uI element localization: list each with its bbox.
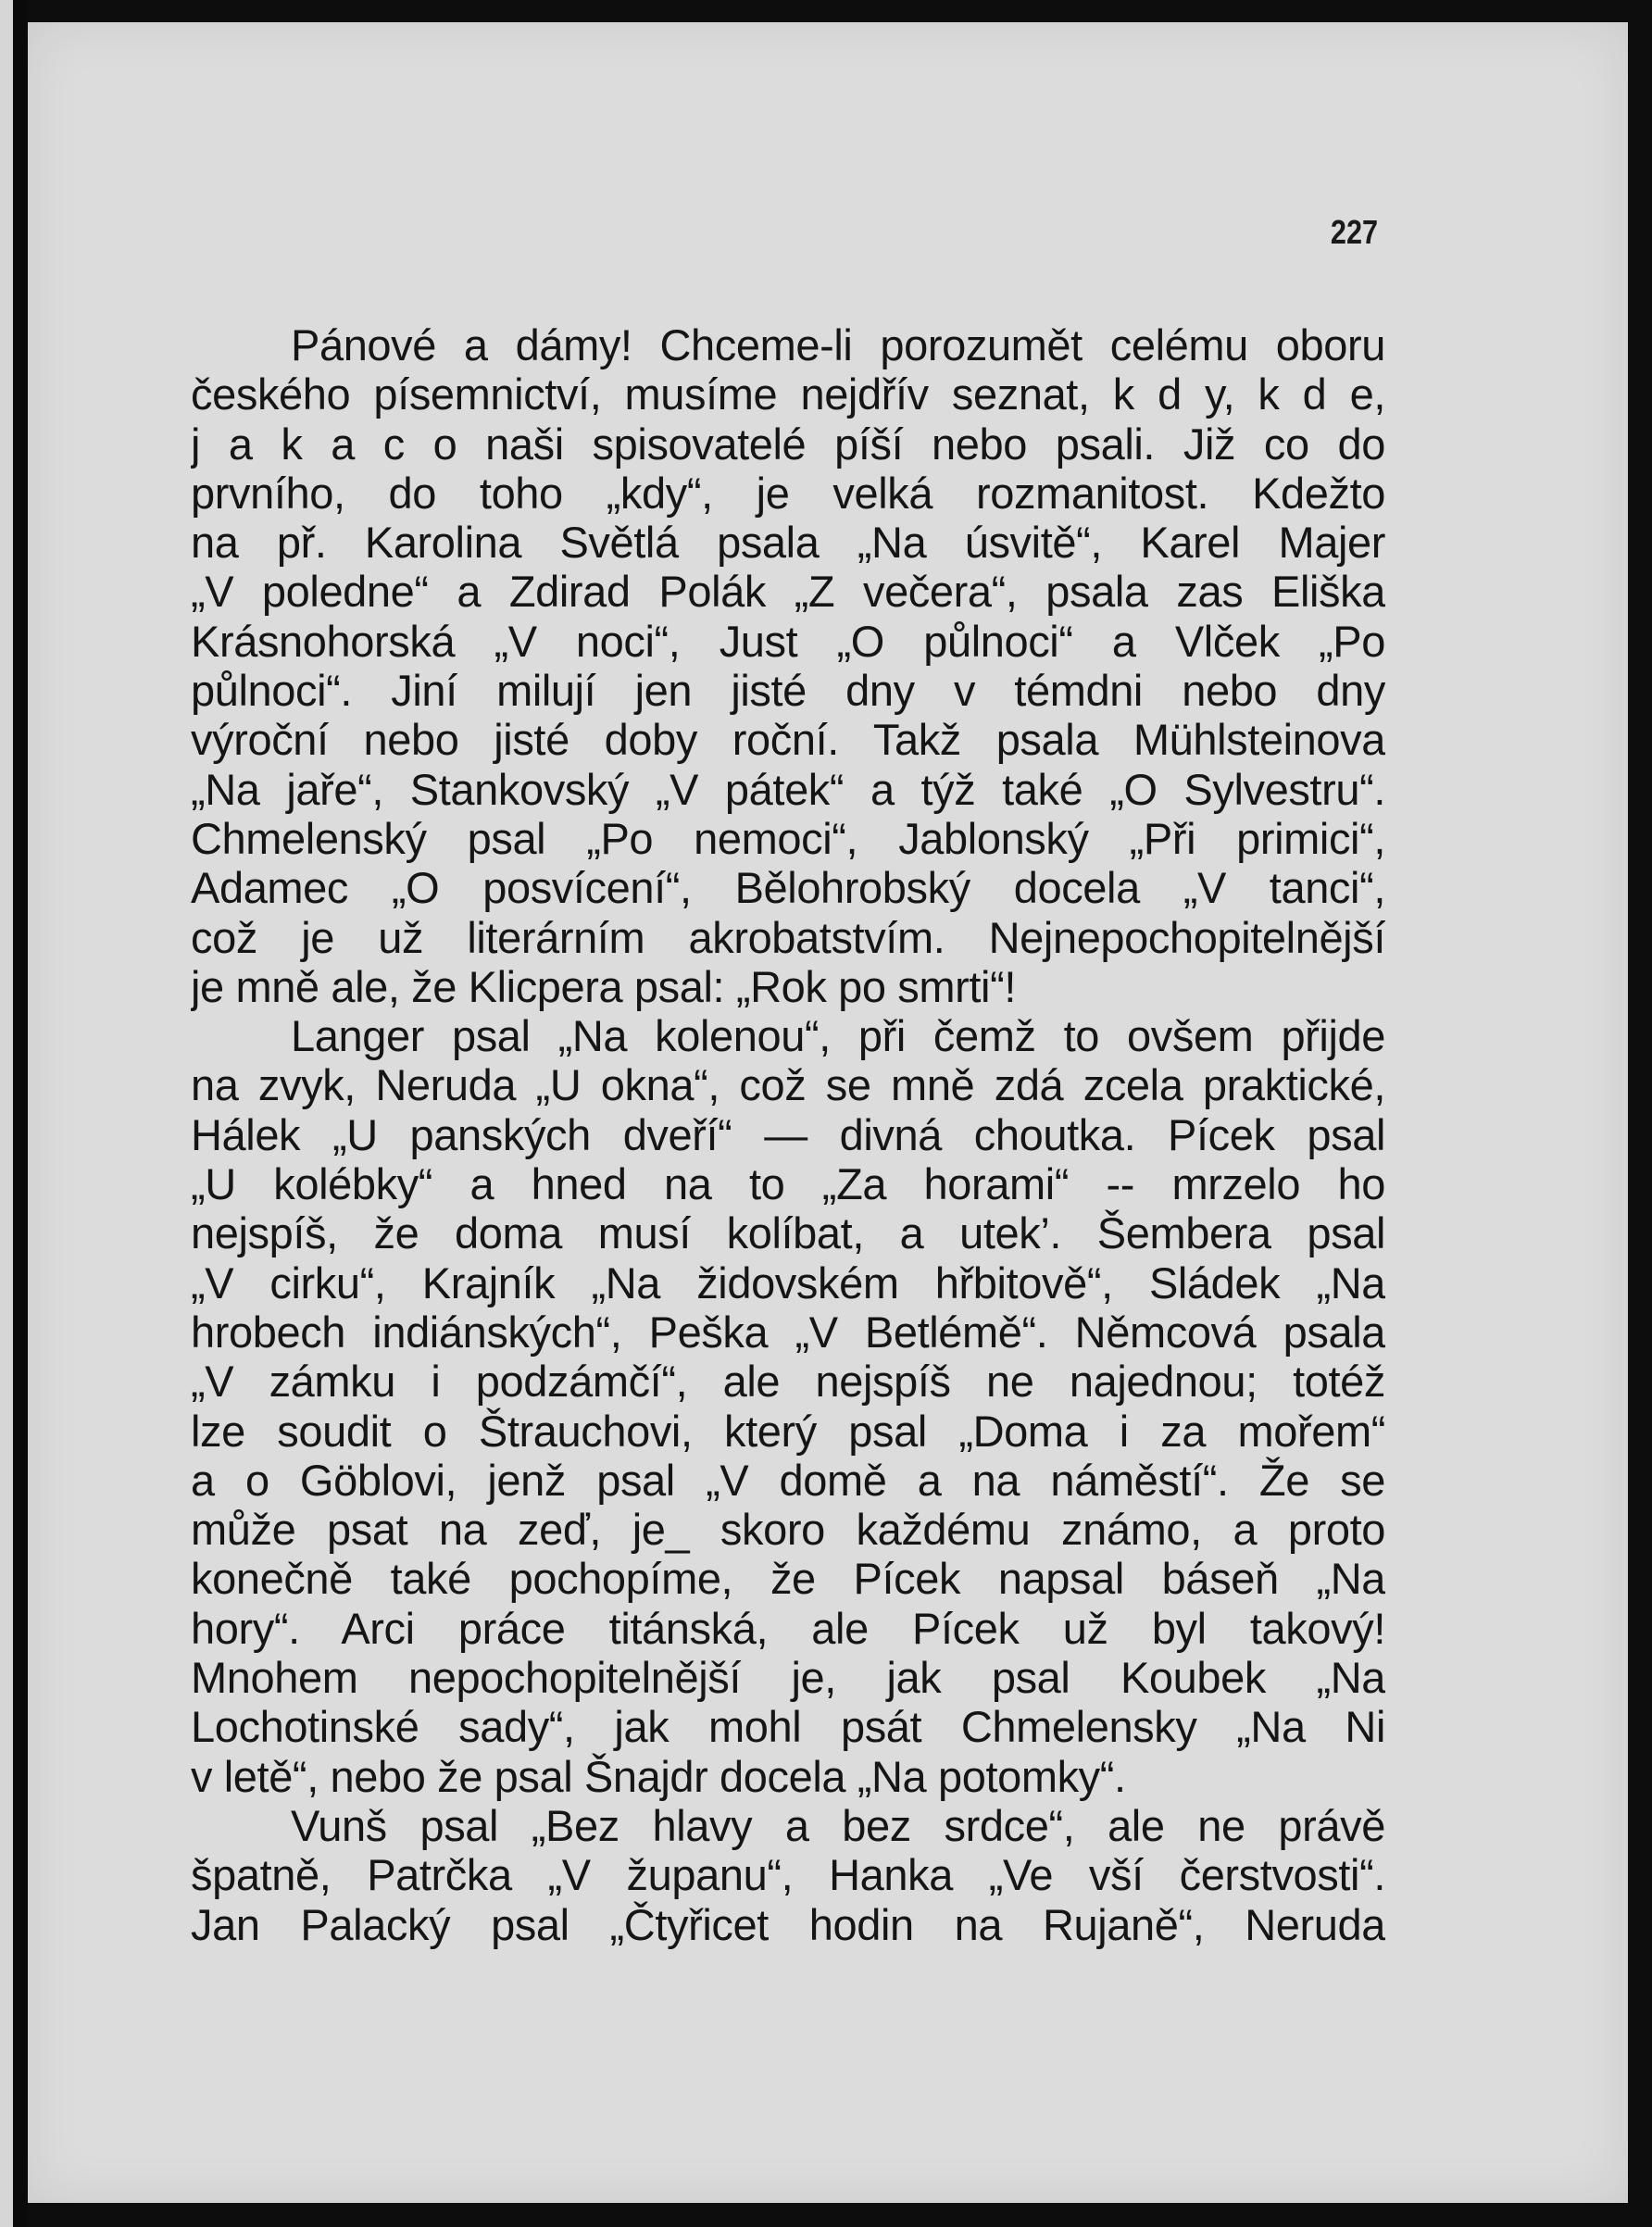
text-line-content: j a k a c o naši spisovatelé píší nebo psali. Již co do bbox=[191, 419, 1385, 469]
text-line-content: v letě“, nebo že psal Šnajdr docela „Na potomky“. bbox=[191, 1751, 1126, 1801]
text-line bbox=[191, 962, 1385, 1011]
text-line bbox=[191, 765, 1385, 814]
text-line bbox=[191, 863, 1385, 912]
text-line bbox=[191, 1357, 1385, 1406]
text-line-content: půlnoci“. Jiní milují jen jisté dny v témdni nebo dny bbox=[191, 666, 1385, 716]
text-line-content: nejspíš, že doma musí kolíbat, a utek’. Šembera psal bbox=[191, 1208, 1385, 1258]
text-line bbox=[191, 567, 1385, 616]
text-line bbox=[191, 1060, 1385, 1109]
text-line-content: Pánové a dámy! Chceme-li porozumět celému oboru bbox=[291, 320, 1385, 369]
text-line bbox=[191, 913, 1385, 962]
text-line-content: konečně také pochopíme, že Pícek napsal báseň „Na bbox=[191, 1554, 1385, 1604]
text-line-content: špatně, Patrčka „V županu“, Hanka „Ve vší čerstvosti“. bbox=[191, 1850, 1385, 1900]
text-line bbox=[191, 1159, 1385, 1208]
text-line bbox=[191, 1604, 1385, 1653]
text-line bbox=[191, 617, 1385, 666]
text-line-content: což je už literárním akrobatstvím. Nejnepochopitelnější bbox=[191, 912, 1385, 962]
text-line bbox=[191, 666, 1385, 715]
adjacent-page-edge bbox=[0, 0, 13, 2227]
text-line-content: Krásnohorská „V noci“, Just „O půlnoci“ a Vlček „Po bbox=[191, 616, 1385, 666]
text-line-content: „U kolébky“ a hned na to „Za horami“ -- mrzelo ho bbox=[191, 1159, 1385, 1209]
text-line bbox=[191, 715, 1385, 764]
text-line-content: Jan Palacký psal „Čtyřicet hodin na Rujaně“, Neruda bbox=[191, 1899, 1385, 1949]
text-line-content: a o Göblovi, jenž psal „V domě a na náměstí“. Že se bbox=[191, 1455, 1385, 1505]
text-line bbox=[191, 1208, 1385, 1257]
text-line bbox=[191, 1554, 1385, 1603]
text-line-content: českého písemnictví, musíme nejdřív seznat, k d y, k d e, bbox=[191, 369, 1385, 419]
text-line-content: hrobech indiánských“, Peška „V Betlémě“. Němcová psala bbox=[191, 1307, 1385, 1357]
text-line bbox=[191, 1801, 1385, 1850]
text-line bbox=[191, 469, 1385, 518]
text-line bbox=[191, 518, 1385, 567]
text-line-content: Chmelenský psal „Po nemoci“, Jablonský „Při primici“, bbox=[191, 813, 1385, 863]
text-line bbox=[191, 320, 1385, 369]
text-line-content: Langer psal „Na kolenou“, při čemž to ovšem přijde bbox=[291, 1011, 1385, 1061]
text-line bbox=[191, 369, 1385, 419]
text-line-content: „V poledne“ a Zdirad Polák „Z večera“, psala zas Eliška bbox=[191, 567, 1385, 617]
text-line-content: „V cirku“, Krajník „Na židovském hřbitově“, Sládek „Na bbox=[191, 1257, 1385, 1307]
book-page bbox=[28, 22, 1628, 2203]
text-line bbox=[191, 1407, 1385, 1456]
text-line-content: „V zámku i podzámčí“, ale nejspíš ne najednou; totéž bbox=[191, 1357, 1385, 1407]
text-line-content: může psat na zeď, je_ skoro každému známo, a proto bbox=[191, 1505, 1385, 1555]
text-line bbox=[191, 1505, 1385, 1554]
text-line-content: prvního, do toho „kdy“, je velká rozmanitost. Kdežto bbox=[191, 468, 1385, 518]
text-line bbox=[191, 1307, 1385, 1357]
text-line-content: Adamec „O posvícení“, Bělohrobský docela „V tanci“, bbox=[191, 863, 1385, 913]
text-line-content: na zvyk, Neruda „U okna“, což se mně zdá zcela praktické, bbox=[191, 1060, 1385, 1110]
text-line-content: hory“. Arci práce titánská, ale Pícek už byl takový! bbox=[191, 1603, 1385, 1653]
body-text bbox=[191, 320, 1385, 1949]
text-line bbox=[191, 1702, 1385, 1751]
text-line-content: Hálek „U panských dveří“ — divná choutka. Pícek psal bbox=[191, 1109, 1385, 1159]
text-line-content: je mně ale, že Klicpera psal: „Rok po smrti“! bbox=[191, 961, 1016, 1011]
text-line-content: Vunš psal „Bez hlavy a bez srdce“, ale ne právě bbox=[291, 1800, 1385, 1850]
text-line bbox=[191, 419, 1385, 469]
text-line bbox=[191, 1850, 1385, 1899]
text-line bbox=[191, 814, 1385, 863]
page-number: 227 bbox=[1330, 213, 1378, 251]
text-line bbox=[191, 1900, 1385, 1949]
text-line-content: výroční nebo jisté doby roční. Takž psala Mühlsteinova bbox=[191, 715, 1385, 765]
text-line bbox=[191, 1752, 1385, 1801]
text-line-content: lze soudit o Štrauchovi, který psal „Doma i za mořem“ bbox=[191, 1406, 1385, 1456]
text-line-content: Lochotinské sady“, jak mohl psát Chmelensky „Na Ni bbox=[191, 1702, 1385, 1752]
text-line-content: na př. Karolina Světlá psala „Na úsvitě“, Karel Majer bbox=[191, 518, 1385, 568]
text-line-content: „Na jaře“, Stankovský „V pátek“ a týž také „O Sylvestru“. bbox=[191, 764, 1385, 814]
text-line bbox=[191, 1258, 1385, 1307]
text-line-content: Mnohem nepochopitelnější je, jak psal Koubek „Na bbox=[191, 1653, 1385, 1703]
text-line bbox=[191, 1011, 1385, 1060]
text-line bbox=[191, 1653, 1385, 1702]
page-gutter bbox=[13, 0, 28, 2227]
text-line bbox=[191, 1110, 1385, 1159]
text-line bbox=[191, 1456, 1385, 1505]
